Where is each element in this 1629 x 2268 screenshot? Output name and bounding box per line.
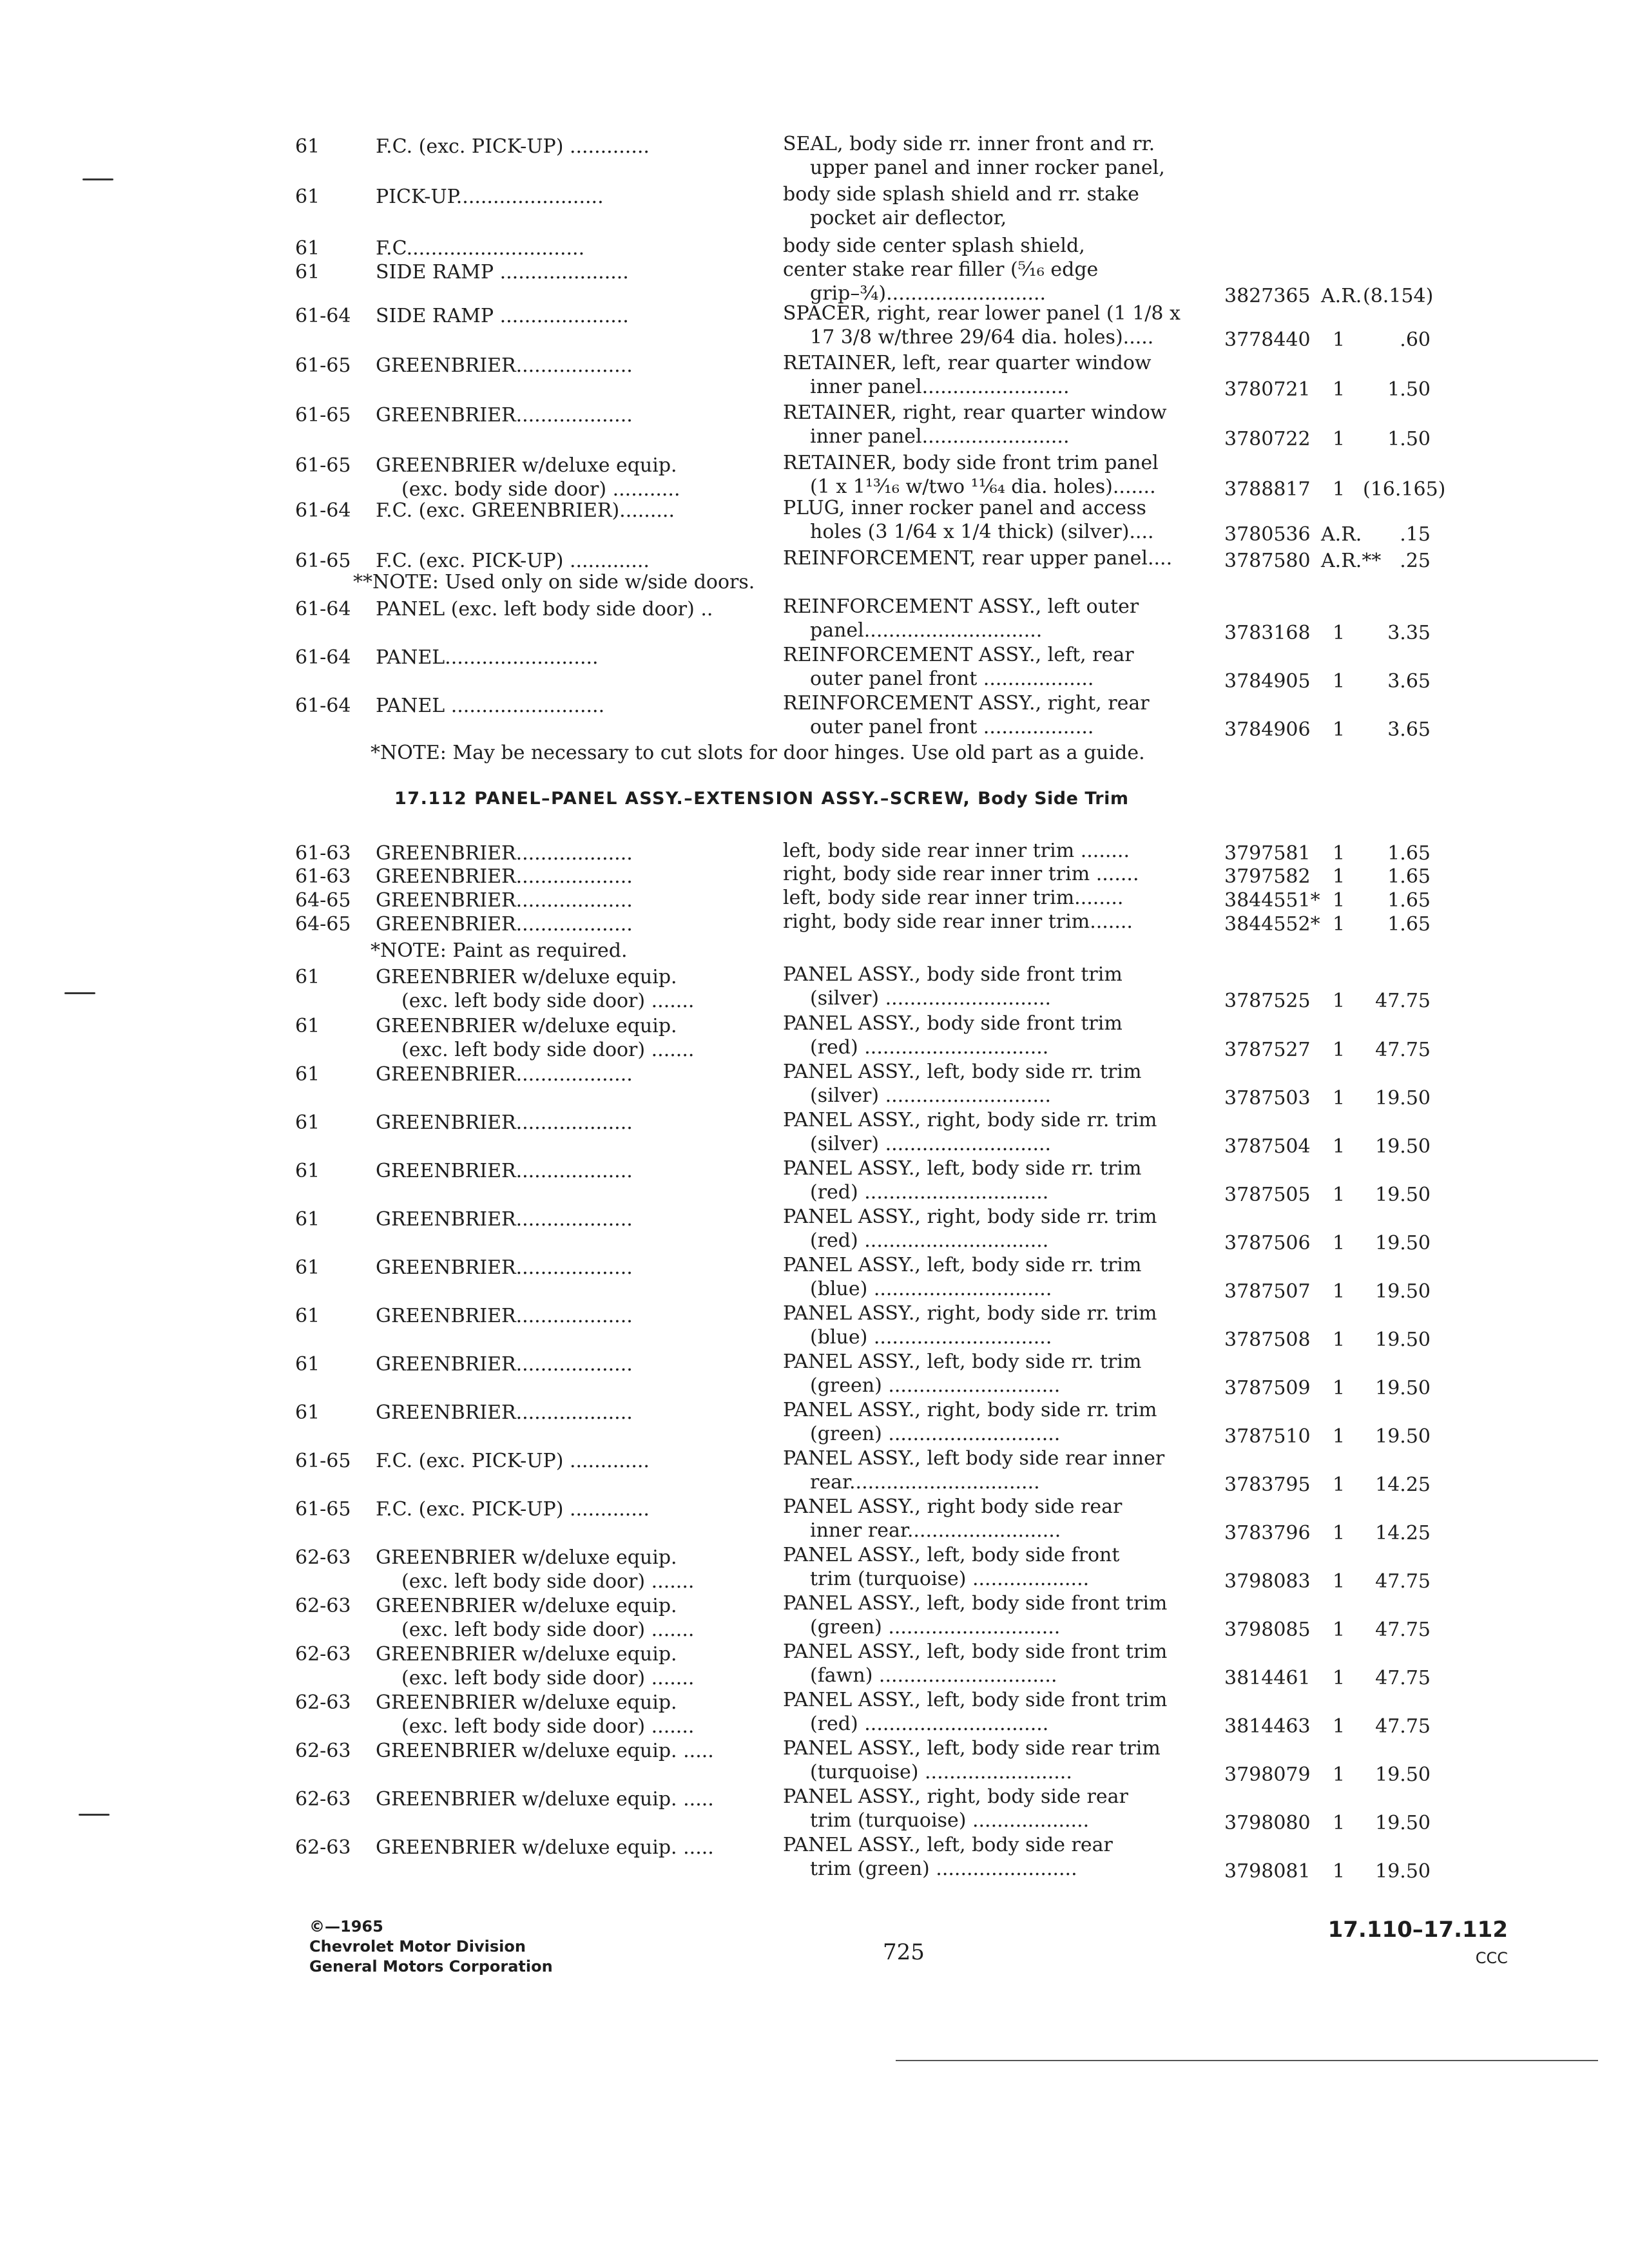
quantity-cell: 1	[1332, 428, 1345, 450]
description-cell: (red) ..............................	[810, 1036, 1049, 1059]
part-row	[0, 351, 1629, 400]
footer-section	[1315, 1917, 1508, 1967]
description-cell: (green) ............................	[810, 1374, 1061, 1397]
model-cell: GREENBRIER...................	[376, 889, 633, 912]
part-number-cell: 3798083	[1224, 1570, 1311, 1593]
description-cell: REINFORCEMENT ASSY., left outer	[783, 595, 1139, 618]
description-cell: inner panel........................	[810, 425, 1070, 448]
quantity-cell: 1	[1332, 622, 1345, 644]
price-cell: 1.50	[1387, 428, 1431, 450]
part-number-cell: 3784906	[1224, 718, 1311, 741]
part-number-cell: 3787504	[1224, 1135, 1311, 1158]
quantity-cell: 1	[1332, 378, 1345, 401]
year-cell: 61	[295, 1111, 320, 1134]
part-number-cell: 3827365	[1224, 285, 1311, 307]
model-cell: GREENBRIER...................	[376, 1063, 633, 1086]
part-row	[0, 258, 1629, 307]
year-cell: 62-63	[295, 1595, 351, 1617]
bottom-rule	[896, 2060, 1598, 2061]
model-cell: GREENBRIER...................	[376, 1208, 633, 1231]
model-cell: GREENBRIER...................	[376, 1305, 633, 1327]
part-number-cell: 3844551*	[1224, 889, 1320, 912]
price-cell: 47.75	[1375, 1619, 1431, 1641]
model-cell: GREENBRIER w/deluxe equip.	[376, 966, 677, 988]
model-cell: F.C. (exc. PICK-UP) .............	[376, 550, 650, 572]
model-cell: F.C.............................	[376, 237, 585, 260]
quantity-cell: 1	[1332, 1135, 1345, 1158]
part-row	[0, 1785, 1629, 1834]
description-cell: PANEL ASSY., left, body side rr. trim	[783, 1254, 1142, 1276]
model-cell: GREENBRIER...................	[376, 1256, 633, 1279]
description-cell: PANEL ASSY., left, body side rr. trim	[783, 1061, 1142, 1083]
part-row	[0, 401, 1629, 450]
part-number-cell: 3797581	[1224, 842, 1311, 865]
year-cell: 61-63	[295, 842, 351, 865]
corporation-line: General Motors Corporation	[309, 1957, 553, 1975]
year-cell: 61-64	[295, 598, 351, 620]
year-cell: 61-65	[295, 550, 351, 572]
quantity-cell: 1	[1332, 990, 1345, 1012]
quantity-cell: 1	[1332, 1667, 1345, 1689]
description-cell: holes (3 1/64 x 1/4 thick) (silver)....	[810, 521, 1154, 543]
part-row	[0, 1736, 1629, 1785]
part-row	[0, 1688, 1629, 1737]
model-cell: GREENBRIER w/deluxe equip.	[376, 1015, 677, 1037]
model-cell: (exc. left body side door) .......	[401, 1715, 695, 1738]
model-cell: GREENBRIER w/deluxe equip. .....	[376, 1836, 714, 1859]
description-cell: SEAL, body side rr. inner front and rr.	[783, 133, 1155, 155]
year-cell: 61-65	[295, 1498, 351, 1521]
price-cell: .15	[1400, 523, 1431, 546]
price-cell: 3.35	[1387, 622, 1431, 644]
model-cell: SIDE RAMP .....................	[376, 261, 629, 284]
price-cell: 19.50	[1375, 1329, 1431, 1351]
description-cell: outer panel front ..................	[810, 668, 1094, 690]
part-row	[0, 1060, 1629, 1109]
part-row	[0, 1157, 1629, 1206]
quantity-cell: 1	[1332, 842, 1345, 865]
price-cell: 19.50	[1375, 1860, 1431, 1883]
description-cell: PANEL ASSY., left, body side front trim	[783, 1592, 1168, 1615]
copyright-line: ©—1965	[309, 1917, 383, 1936]
part-number-cell: 3787509	[1224, 1377, 1311, 1399]
quantity-cell: 1	[1332, 1763, 1345, 1786]
section-range: 17.110–17.112	[1327, 1917, 1508, 1943]
model-cell: (exc. left body side door) .......	[401, 1667, 695, 1689]
part-number-cell: 3783796	[1224, 1522, 1311, 1544]
part-number-cell: 3783795	[1224, 1474, 1311, 1496]
model-cell: GREENBRIER...................	[376, 913, 633, 936]
part-number-cell: 3798085	[1224, 1619, 1311, 1641]
description-cell: (green) ............................	[810, 1423, 1061, 1445]
year-cell: 61-64	[295, 305, 351, 327]
quantity-cell: 1	[1332, 1619, 1345, 1641]
margin-mark	[64, 992, 95, 994]
model-cell: GREENBRIER...................	[376, 1353, 633, 1376]
description-cell: trim (turquoise) ...................	[810, 1809, 1090, 1832]
price-cell: 1.65	[1387, 842, 1431, 865]
price-cell: (8.154)	[1363, 285, 1434, 307]
model-cell: F.C. (exc. PICK-UP) .............	[376, 1450, 650, 1472]
year-cell: 61-64	[295, 499, 351, 522]
quantity-cell: 1	[1332, 1280, 1345, 1303]
quantity-cell: 1	[1332, 1377, 1345, 1399]
year-cell: 61-65	[295, 354, 351, 377]
part-number-cell: 3780721	[1224, 378, 1311, 401]
price-cell: 19.50	[1375, 1184, 1431, 1206]
year-cell: 61	[295, 237, 320, 260]
year-cell: 62-63	[295, 1788, 351, 1811]
description-cell: RETAINER, right, rear quarter window	[783, 401, 1167, 424]
description-cell: rear...............................	[810, 1471, 1040, 1494]
section-title-sub: Body Side Trim	[978, 789, 1129, 809]
model-cell: GREENBRIER...................	[376, 865, 633, 888]
model-cell: F.C. (exc. GREENBRIER).........	[376, 499, 675, 522]
year-cell: 61	[295, 1208, 320, 1231]
description-cell: PANEL ASSY., left, body side front trim	[783, 1640, 1168, 1663]
year-cell: 64-65	[295, 889, 351, 912]
price-cell: 19.50	[1375, 1425, 1431, 1448]
part-row	[0, 910, 1629, 959]
price-cell: 3.65	[1387, 718, 1431, 741]
part-row	[0, 182, 1629, 231]
part-row	[0, 1833, 1629, 1882]
description-cell: grip–¾)..........................	[810, 282, 1046, 305]
part-number-cell: 3787503	[1224, 1087, 1311, 1110]
part-row	[0, 595, 1629, 644]
year-cell: 61	[295, 966, 320, 988]
part-number-cell: 3780536	[1224, 523, 1311, 546]
quantity-cell: A.R.	[1321, 285, 1362, 307]
description-cell: PANEL ASSY., right body side rear	[783, 1495, 1123, 1518]
price-cell: 47.75	[1375, 1570, 1431, 1593]
part-number-cell: 3844552*	[1224, 913, 1320, 936]
price-cell: 19.50	[1375, 1135, 1431, 1158]
year-cell: 61	[295, 135, 320, 158]
part-number-cell: 3787580	[1224, 550, 1311, 572]
description-cell: PLUG, inner rocker panel and access	[783, 497, 1146, 519]
description-cell: trim (turquoise) ...................	[810, 1568, 1090, 1590]
model-cell: GREENBRIER w/deluxe equip.	[376, 1595, 677, 1617]
price-cell: 14.25	[1375, 1474, 1431, 1496]
model-cell: (exc. left body side door) .......	[401, 990, 695, 1012]
description-cell: PANEL ASSY., left, body side rear trim	[783, 1737, 1161, 1760]
part-row	[0, 963, 1629, 1012]
year-cell: 61	[295, 1063, 320, 1086]
year-cell: 61-65	[295, 1450, 351, 1472]
description-cell: (red) ..............................	[810, 1713, 1049, 1735]
part-number-cell: 3787507	[1224, 1280, 1311, 1303]
part-row	[0, 1543, 1629, 1592]
price-cell: 47.75	[1375, 990, 1431, 1012]
description-cell: PANEL ASSY., right, body side rr. trim	[783, 1206, 1157, 1228]
part-row	[0, 1350, 1629, 1399]
part-number-cell: 3780722	[1224, 428, 1311, 450]
description-cell: 17 3/8 w/three 29/64 dia. holes).....	[810, 326, 1154, 349]
quantity-cell: 1	[1332, 1860, 1345, 1883]
quantity-cell: 1	[1332, 329, 1345, 351]
part-row	[0, 496, 1629, 545]
part-row	[0, 451, 1629, 500]
price-cell: 19.50	[1375, 1087, 1431, 1110]
model-cell: GREENBRIER w/deluxe equip. .....	[376, 1788, 714, 1811]
quantity-cell: 1	[1332, 1812, 1345, 1834]
description-cell: trim (green) .......................	[810, 1858, 1077, 1880]
part-number-cell: 3787506	[1224, 1232, 1311, 1254]
description-cell: (silver) ...........................	[810, 987, 1052, 1010]
description-cell: outer panel front ..................	[810, 716, 1094, 738]
part-row	[0, 132, 1629, 181]
price-cell: .25	[1400, 550, 1431, 572]
quantity-cell: 1	[1332, 1184, 1345, 1206]
part-row	[0, 691, 1629, 740]
part-row	[0, 643, 1629, 692]
description-cell: PANEL ASSY., right, body side rear	[783, 1785, 1128, 1808]
description-cell: inner rear.........................	[810, 1519, 1061, 1542]
description-cell: (silver) ...........................	[810, 1084, 1052, 1107]
part-row	[0, 1108, 1629, 1157]
price-cell: 47.75	[1375, 1715, 1431, 1738]
part-row	[0, 302, 1629, 351]
description-cell: PANEL ASSY., right, body side rr. trim	[783, 1399, 1157, 1421]
model-cell: PICK-UP........................	[376, 186, 604, 208]
year-cell: 62-63	[295, 1643, 351, 1666]
price-cell: 1.50	[1387, 378, 1431, 401]
year-cell: 61-63	[295, 865, 351, 888]
year-cell: 62-63	[295, 1740, 351, 1762]
description-cell: (blue) .............................	[810, 1278, 1052, 1300]
year-cell: 61	[295, 1256, 320, 1279]
model-cell: GREENBRIER...................	[376, 404, 633, 427]
part-number-cell: 3778440	[1224, 329, 1311, 351]
quantity-cell: 1	[1332, 1232, 1345, 1254]
model-cell: GREENBRIER w/deluxe equip.	[376, 454, 677, 477]
section-heading	[394, 789, 1128, 809]
price-cell: 14.25	[1375, 1522, 1431, 1544]
description-cell: right, body side rear inner trim .......	[783, 863, 1139, 885]
description-cell: PANEL ASSY., body side front trim	[783, 963, 1123, 986]
margin-mark	[82, 178, 113, 180]
description-cell: left, body side rear inner trim ........	[783, 840, 1130, 862]
year-cell: 62-63	[295, 1691, 351, 1714]
price-cell: 19.50	[1375, 1812, 1431, 1834]
model-cell: GREENBRIER...................	[376, 842, 633, 865]
description-cell: PANEL ASSY., left, body side rr. trim	[783, 1157, 1142, 1180]
description-cell: body side center splash shield,	[783, 235, 1085, 257]
description-cell: PANEL ASSY., body side front trim	[783, 1012, 1123, 1035]
quantity-cell: 1	[1332, 1087, 1345, 1110]
quantity-cell: 1	[1332, 1329, 1345, 1351]
quantity-cell: 1	[1332, 865, 1345, 888]
note-door-hinges: *NOTE: May be necessary to cut slots for door hinges. Use old part as a guide.	[371, 742, 1145, 764]
price-cell: (16.165)	[1363, 478, 1446, 501]
description-cell: PANEL ASSY., left, body side front trim	[783, 1689, 1168, 1711]
part-number-cell: 3787525	[1224, 990, 1311, 1012]
part-number-cell: 3814463	[1224, 1715, 1311, 1738]
model-cell: (exc. left body side door) .......	[401, 1039, 695, 1061]
quantity-cell: 1	[1332, 1715, 1345, 1738]
model-cell: SIDE RAMP .....................	[376, 305, 629, 327]
model-cell: F.C. (exc. PICK-UP) .............	[376, 135, 650, 158]
model-cell: (exc. body side door) ...........	[401, 478, 680, 501]
year-cell: 61-64	[295, 695, 351, 717]
model-cell: PANEL (exc. left body side door) ..	[376, 598, 713, 620]
part-number-cell: 3787527	[1224, 1039, 1311, 1061]
quantity-cell: 1	[1332, 889, 1345, 912]
part-number-cell: 3798081	[1224, 1860, 1311, 1883]
description-cell: body side splash shield and rr. stake	[783, 183, 1139, 206]
part-number-cell: 3787508	[1224, 1329, 1311, 1351]
part-row	[0, 1591, 1629, 1640]
footer-publisher	[309, 1917, 553, 1977]
year-cell: 61	[295, 261, 320, 284]
description-cell: RETAINER, body side front trim panel	[783, 452, 1159, 474]
part-row	[0, 1446, 1629, 1495]
year-cell: 61	[295, 1401, 320, 1424]
quantity-cell: 1	[1332, 913, 1345, 936]
part-row	[0, 546, 1629, 595]
price-cell: 19.50	[1375, 1232, 1431, 1254]
price-cell: 19.50	[1375, 1763, 1431, 1786]
quantity-cell: 1	[1332, 1570, 1345, 1593]
year-cell: 61	[295, 1160, 320, 1182]
model-cell: GREENBRIER...................	[376, 354, 633, 377]
margin-mark	[79, 1814, 110, 1816]
part-number-cell: 3787505	[1224, 1184, 1311, 1206]
company-line: Chevrolet Motor Division	[309, 1937, 526, 1956]
year-cell: 61	[295, 1015, 320, 1037]
model-cell: (exc. left body side door) .......	[401, 1570, 695, 1593]
part-row	[0, 1640, 1629, 1689]
description-cell: SPACER, right, rear lower panel (1 1/8 x	[783, 302, 1181, 325]
quantity-cell: 1	[1332, 1039, 1345, 1061]
description-cell: upper panel and inner rocker panel,	[810, 157, 1165, 179]
part-row	[0, 1253, 1629, 1302]
price-cell: 3.65	[1387, 670, 1431, 693]
description-cell: PANEL ASSY., right, body side rr. trim	[783, 1302, 1157, 1325]
description-cell: PANEL ASSY., left body side rear inner	[783, 1447, 1165, 1470]
description-cell: PANEL ASSY., left, body side front	[783, 1544, 1120, 1566]
quantity-cell: A.R.**	[1321, 550, 1382, 572]
page-number: 725	[883, 1939, 925, 1965]
price-cell: 1.65	[1387, 889, 1431, 912]
model-cell: PANEL.........................	[376, 646, 599, 669]
model-cell: (exc. left body side door) .......	[401, 1619, 695, 1641]
description-cell: PANEL ASSY., right, body side rr. trim	[783, 1109, 1157, 1131]
part-number-cell: 3783168	[1224, 622, 1311, 644]
description-cell: PANEL ASSY., left, body side rear	[783, 1834, 1113, 1856]
description-cell: (red) ..............................	[810, 1229, 1049, 1252]
description-cell: inner panel........................	[810, 376, 1070, 398]
description-cell: (1 x 1¹³⁄₁₆ w/two ¹¹⁄₆₄ dia. holes).......	[810, 476, 1156, 498]
price-cell: 1.65	[1387, 865, 1431, 888]
description-cell: center stake rear filler (⁵⁄₁₆ edge	[783, 258, 1099, 281]
model-cell: F.C. (exc. PICK-UP) .............	[376, 1498, 650, 1521]
quantity-cell: 1	[1332, 718, 1345, 741]
description-cell: (blue) .............................	[810, 1326, 1052, 1349]
quantity-cell: A.R.	[1321, 523, 1362, 546]
year-cell: 61	[295, 1353, 320, 1376]
price-cell: 1.65	[1387, 913, 1431, 936]
price-cell: .60	[1400, 329, 1431, 351]
year-cell: 62-63	[295, 1836, 351, 1859]
model-cell: GREENBRIER...................	[376, 1160, 633, 1182]
part-row	[0, 1495, 1629, 1544]
year-cell: 61-64	[295, 646, 351, 669]
quantity-cell: 1	[1332, 1474, 1345, 1496]
description-cell: (green) ............................	[810, 1616, 1061, 1639]
part-number-cell: 3784905	[1224, 670, 1311, 693]
description-cell: (red) ..............................	[810, 1181, 1049, 1204]
model-cell: GREENBRIER...................	[376, 1401, 633, 1424]
model-cell: PANEL .........................	[376, 695, 605, 717]
note-paint: *NOTE: Paint as required.	[371, 939, 628, 962]
model-cell: GREENBRIER w/deluxe equip.	[376, 1691, 677, 1714]
price-cell: 47.75	[1375, 1039, 1431, 1061]
description-cell: RETAINER, left, rear quarter window	[783, 352, 1152, 374]
year-cell: 62-63	[295, 1546, 351, 1569]
price-cell: 47.75	[1375, 1667, 1431, 1689]
part-number-cell: 3814461	[1224, 1667, 1311, 1689]
description-cell: REINFORCEMENT ASSY., left, rear	[783, 644, 1134, 666]
quantity-cell: 1	[1332, 1522, 1345, 1544]
description-cell: right, body side rear inner trim.......	[783, 910, 1133, 933]
part-row	[0, 1398, 1629, 1447]
quantity-cell: 1	[1332, 670, 1345, 693]
part-number-cell: 3797582	[1224, 865, 1311, 888]
year-cell: 64-65	[295, 913, 351, 936]
year-cell: 61-65	[295, 454, 351, 477]
part-number-cell: 3788817	[1224, 478, 1311, 501]
model-cell: GREENBRIER w/deluxe equip.	[376, 1643, 677, 1666]
description-cell: panel.............................	[810, 619, 1043, 642]
description-cell: (fawn) .............................	[810, 1664, 1057, 1687]
part-row	[0, 1205, 1629, 1254]
part-number-cell: 3787510	[1224, 1425, 1311, 1448]
year-cell: 61	[295, 1305, 320, 1327]
description-cell: (silver) ...........................	[810, 1133, 1052, 1155]
catalog-code: CCC	[1475, 1949, 1508, 1967]
part-row	[0, 1012, 1629, 1061]
note-side-doors: **NOTE: Used only on side w/side doors.	[353, 571, 755, 593]
price-cell: 19.50	[1375, 1377, 1431, 1399]
description-cell: REINFORCEMENT, rear upper panel....	[783, 547, 1173, 570]
description-cell: left, body side rear inner trim........	[783, 887, 1124, 909]
model-cell: GREENBRIER...................	[376, 1111, 633, 1134]
description-cell: pocket air deflector,	[810, 207, 1007, 229]
model-cell: GREENBRIER w/deluxe equip. .....	[376, 1740, 714, 1762]
part-number-cell: 3798079	[1224, 1763, 1311, 1786]
description-cell: (turquoise) ........................	[810, 1761, 1072, 1783]
description-cell: REINFORCEMENT ASSY., right, rear	[783, 692, 1150, 715]
price-cell: 19.50	[1375, 1280, 1431, 1303]
year-cell: 61-65	[295, 404, 351, 427]
year-cell: 61	[295, 186, 320, 208]
description-cell: PANEL ASSY., left, body side rr. trim	[783, 1350, 1142, 1373]
quantity-cell: 1	[1332, 478, 1345, 501]
part-number-cell: 3798080	[1224, 1812, 1311, 1834]
part-row	[0, 1302, 1629, 1350]
model-cell: GREENBRIER w/deluxe equip.	[376, 1546, 677, 1569]
section-title-main: 17.112 PANEL–PANEL ASSY.–EXTENSION ASSY.–SCREW,	[394, 789, 971, 809]
quantity-cell: 1	[1332, 1425, 1345, 1448]
